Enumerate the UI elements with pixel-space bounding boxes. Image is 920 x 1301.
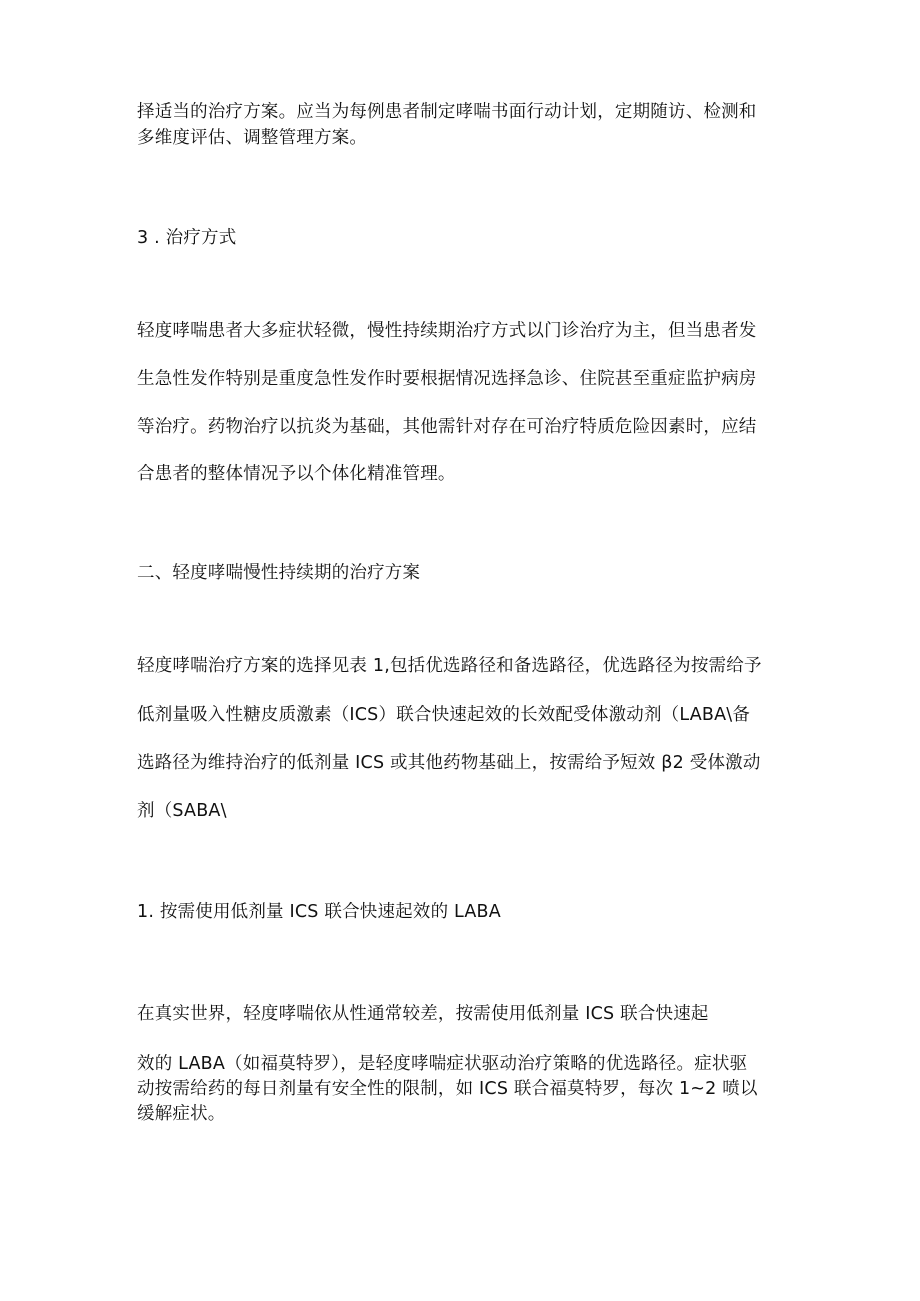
paragraph-line: 剂（SABA\ [137,801,227,821]
section-heading: 3 . 治疗方式 [137,228,237,248]
paragraph-line: 轻度哮喘患者大多症状轻微，慢性持续期治疗方式以门诊治疗为主，但当患者发 [137,321,757,341]
paragraph-line: 效的 LABA（如福莫特罗），是轻度哮喘症状驱动治疗策略的优选路径。症状驱 [137,1054,748,1074]
paragraph-line: 选路径为维持治疗的低剂量 ICS 或其他药物基础上，按需给予短效 β2 受体激动 [137,753,761,773]
paragraph-line: 动按需给药的每日剂量有安全性的限制，如 ICS 联合福莫特罗，每次 1~2 喷以 [137,1079,758,1099]
paragraph-line: 多维度评估、调整管理方案。 [137,128,368,148]
subsection-heading: 1. 按需使用低剂量 ICS 联合快速起效的 LABA [137,902,501,922]
paragraph-line: 择适当的治疗方案。应当为每例患者制定哮喘书面行动计划，定期随访、检测和 [137,102,757,122]
paragraph-line: 在真实世界，轻度哮喘依从性通常较差，按需使用低剂量 ICS 联合快速起 [137,1004,709,1024]
paragraph-line: 缓解症状。 [137,1104,226,1124]
paragraph-line: 低剂量吸入性糖皮质激素（ICS）联合快速起效的长效配受体激动剂（LABA\备 [137,705,751,725]
paragraph-line: 合患者的整体情况予以个体化精准管理。 [137,464,456,484]
section-heading: 二、轻度哮喘慢性持续期的治疗方案 [137,563,421,583]
paragraph-line: 轻度哮喘治疗方案的选择见表 1,包括优选路径和备选路径，优选路径为按需给予 [137,656,762,676]
paragraph-line: 生急性发作特别是重度急性发作时要根据情况选择急诊、住院甚至重症监护病房 [137,369,757,389]
paragraph-line: 等治疗。药物治疗以抗炎为基础，其他需针对存在可治疗特质危险因素时，应结 [137,417,757,437]
